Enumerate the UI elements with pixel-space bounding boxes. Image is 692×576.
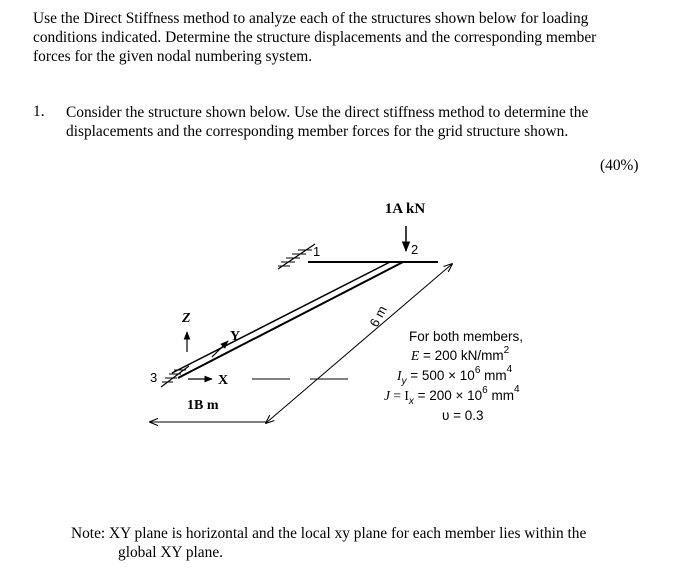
base-label: 1B m [187, 398, 219, 413]
node-2-label: 2 [411, 242, 419, 257]
axis-y-arrow [212, 341, 228, 357]
intro-line-2: conditions indicated. Determine the structure displacements and the corresponding member [33, 29, 597, 46]
props-iy: $I_y = 500 \times 10^6$ $mm^4$ [397, 364, 513, 387]
intro-line-1: Use the Direct Stiffness method to analyze each of the structures shown below for loading [33, 10, 589, 27]
node-1-label: 1 [313, 244, 321, 259]
props-j: $J = I_x = 200 \times 10^6$ $mm^4$ [384, 384, 520, 407]
intro-line-3: forces for the given nodal numbering system. [33, 48, 313, 65]
fixed-support-node3 [161, 366, 189, 387]
question-number: 1. [33, 103, 45, 120]
note-prefix: Note: [71, 525, 110, 542]
length-label: 6 m [366, 303, 390, 330]
note-line-1 [71, 524, 586, 543]
member-2-3-edge [172, 262, 390, 373]
note-block [71, 524, 586, 562]
node-3-label: 3 [150, 370, 158, 385]
section-properties [384, 329, 523, 423]
question-marks: (40%) [600, 157, 639, 174]
question-line-1: Consider the structure shown below. Use the direct stiffness method to determine the [66, 104, 589, 121]
axis-y-label: Y [230, 329, 241, 344]
props-nu: υ = 0.3 [442, 408, 484, 423]
note-line-1-text: XY plane is horizontal and the local xy plane for each member lies within the [109, 525, 587, 542]
props-e: E = 200 $kN/mm^2$ [411, 345, 510, 363]
note-line-2: global XY plane. [118, 544, 223, 561]
question-line-2: displacements and the corresponding member forces for the grid structure shown. [66, 123, 569, 140]
axis-z-label: Z [182, 311, 191, 326]
load-label: 1A kN [384, 201, 426, 217]
fixed-support-node1 [278, 244, 315, 269]
props-header: For both members, [409, 329, 524, 344]
axis-x-label: X [218, 373, 229, 388]
